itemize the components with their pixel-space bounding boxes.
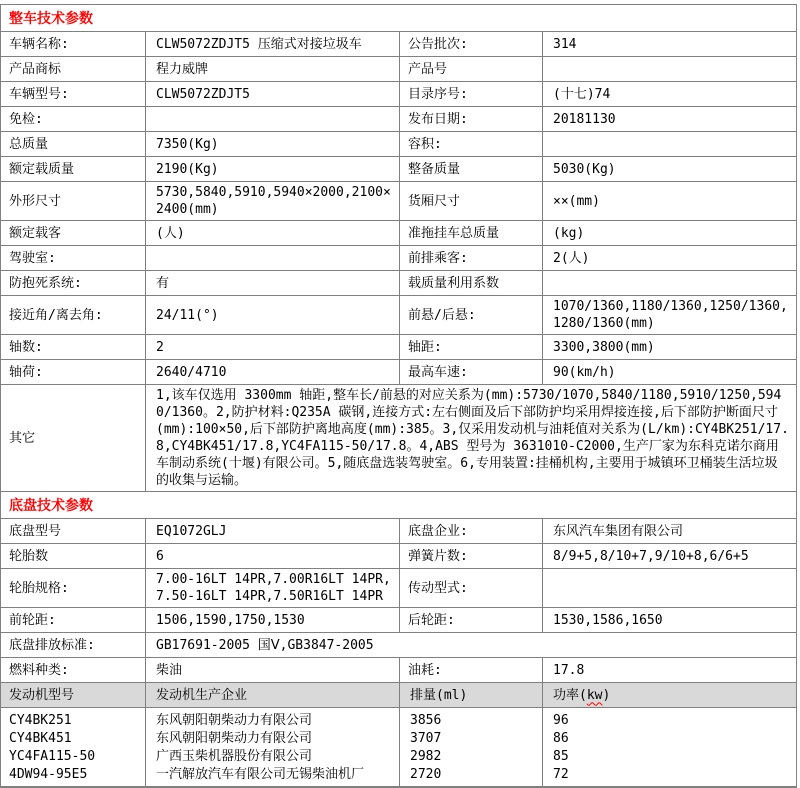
spec-value: 90(km/h) — [543, 360, 796, 385]
spec-value: 6 — [146, 544, 400, 569]
spec-label: 后轮距: — [400, 608, 543, 633]
spec-value: CLW5072ZDJT5 — [146, 82, 400, 107]
engine-column-header: 排量(ml) — [400, 683, 543, 708]
spec-label: 免检: — [1, 107, 146, 132]
engine-value: 东风朝阳朝柴动力有限公司 — [156, 713, 313, 728]
spec-label: 整备质量 — [400, 157, 543, 182]
table-row — [1, 82, 796, 107]
spec-value: 有 — [146, 271, 400, 296]
spec-value: 5730,5840,5910,5940×2000,2100×2400(mm) — [146, 182, 400, 221]
spec-value — [543, 132, 796, 157]
spec-label: 前轮距: — [1, 608, 146, 633]
spec-value — [543, 57, 796, 82]
spec-value: 东风汽车集团有限公司 — [543, 519, 796, 544]
spec-label: 底盘排放标准: — [1, 633, 146, 658]
spec-label: 弹簧片数: — [400, 544, 543, 569]
spec-label: 燃料种类: — [1, 658, 146, 683]
spec-value: (十七)74 — [543, 82, 796, 107]
engine-value: 一汽解放汽车有限公司无锡柴油机厂 — [156, 767, 365, 782]
spec-label: 轮胎规格: — [1, 569, 146, 608]
spec-label: 轴荷: — [1, 360, 146, 385]
spec-value: (人) — [146, 221, 400, 246]
chassis-spec-rows — [1, 519, 796, 683]
table-row — [1, 157, 796, 182]
spec-value: 1070/1360,1180/1360,1250/1360,1280/1360(mm) — [543, 296, 796, 335]
table-row — [1, 107, 796, 132]
spec-value: 17.8 — [543, 658, 796, 683]
engine-value: 2720 — [410, 767, 442, 782]
table-row — [1, 519, 796, 544]
engine-value: 96 — [553, 713, 569, 728]
engine-column-header: 功率( kw ) — [543, 683, 796, 708]
spec-label: 准拖挂车总质量 — [400, 221, 543, 246]
spec-value: (kg) — [543, 221, 796, 246]
table-row — [1, 221, 796, 246]
table-row — [1, 57, 796, 82]
engine-column-values — [1, 708, 146, 787]
table-row — [1, 633, 796, 658]
spec-label: 轴数: — [1, 335, 146, 360]
engine-value: 86 — [553, 731, 569, 746]
spec-label: 传动型式: — [400, 569, 543, 608]
spec-label: 目录序号: — [400, 82, 543, 107]
spec-label: 车辆名称: — [1, 32, 146, 57]
spec-label: 额定载客 — [1, 221, 146, 246]
spec-value: 8/9+5,8/10+7,9/10+8,6/6+5 — [543, 544, 796, 569]
spec-value: 7.00-16LT 14PR,7.00R16LT 14PR,7.50-16LT 14PR,7.50R16LT 14PR — [146, 569, 400, 608]
spec-label: 最高车速: — [400, 360, 543, 385]
spec-value: ××(mm) — [543, 182, 796, 221]
table-row — [1, 182, 796, 221]
spec-label: 接近角/离去角: — [1, 296, 146, 335]
spec-value: 1530,1586,1650 — [543, 608, 796, 633]
section-header-vehicle — [1, 5, 796, 32]
engine-column-values — [146, 708, 400, 787]
engine-value: 3707 — [410, 731, 442, 746]
engine-value: 2982 — [410, 749, 442, 764]
spec-label: 产品号 — [400, 57, 543, 82]
engine-value: CY4BK251 — [9, 713, 72, 728]
table-row — [1, 544, 796, 569]
table-row — [1, 296, 796, 335]
spec-label: 前排乘客: — [400, 246, 543, 271]
table-row — [1, 246, 796, 271]
spec-label: 额定载质量 — [1, 157, 146, 182]
table-row — [1, 271, 796, 296]
spec-value: 程力威牌 — [146, 57, 400, 82]
spec-value: CLW5072ZDJT5 压缩式对接垃圾车 — [146, 32, 400, 57]
spec-label: 发布日期: — [400, 107, 543, 132]
spec-value — [543, 271, 796, 296]
engine-column-values — [400, 708, 543, 787]
spec-label: 轴距: — [400, 335, 543, 360]
engine-column-header: 发动机型号 — [1, 683, 146, 708]
table-row — [1, 608, 796, 633]
spec-value: 1,该车仅选用 3300mm 轴距,整车长/前悬的对应关系为(mm):5730/1070,5840/1180,5910/1250,5940/1360。2,防护材料:Q235A 碳钢,连接方式:左右侧面及后下部防护均采用焊接连接,后下部防护断面尺寸(mm):100×50,后下部防护离地高度(mm):385。3,仅采用发动机与油耗值对关系为(L/km):CY4BK251/17.8,CY4BK451/17.8,YC4FA115-50/17.8。4,ABS 型号为 3631010-C2000,生产厂家为东科克诺尔商用车制动系统(十堰)有限公司。5,随底盘选装驾驶室。6,专用装置:挂桶机构,主要用于城镇环卫桶装生活垃圾的收集与运输。 — [146, 385, 796, 492]
spec-value: 5030(Kg) — [543, 157, 796, 182]
spec-label: 轮胎数 — [1, 544, 146, 569]
spec-label: 载质量利用系数 — [400, 271, 543, 296]
engine-value: CY4BK451 — [9, 731, 72, 746]
table-row — [1, 360, 796, 385]
spec-label: 底盘型号 — [1, 519, 146, 544]
engine-value: 85 — [553, 749, 569, 764]
spec-label: 其它 — [1, 385, 146, 492]
table-row — [1, 132, 796, 157]
engine-value: YC4FA115-50 — [9, 749, 96, 764]
spec-value: GB17691-2005 国Ⅴ,GB3847-2005 — [146, 633, 796, 658]
spec-label: 驾驶室: — [1, 246, 146, 271]
spec-label: 车辆型号: — [1, 82, 146, 107]
table-row — [1, 32, 796, 57]
engine-value: 72 — [553, 767, 569, 782]
spec-label: 总质量 — [1, 132, 146, 157]
spec-value: 24/11(°) — [146, 296, 400, 335]
spec-label: 货厢尺寸 — [400, 182, 543, 221]
engine-column-values — [543, 708, 796, 787]
table-row — [1, 335, 796, 360]
table-row — [1, 569, 796, 608]
section-title: 底盘技术参数 — [9, 498, 93, 514]
engine-value: 3856 — [410, 713, 442, 728]
spec-value — [543, 569, 796, 608]
spec-label: 产品商标 — [1, 57, 146, 82]
spec-value: 3300,3800(mm) — [543, 335, 796, 360]
table-row — [1, 658, 796, 683]
spec-value: 2640/4710 — [146, 360, 400, 385]
spec-value — [146, 246, 400, 271]
engine-table-header — [1, 683, 796, 708]
engine-table-body — [1, 708, 796, 787]
spec-value: 7350(Kg) — [146, 132, 400, 157]
spellcheck-underline: kw — [586, 687, 603, 703]
spec-value: 2 — [146, 335, 400, 360]
spec-value: 1506,1590,1750,1530 — [146, 608, 400, 633]
spec-value: 20181130 — [543, 107, 796, 132]
table-row — [1, 385, 796, 492]
engine-column-header: 发动机生产企业 — [146, 683, 400, 708]
spec-label: 油耗: — [400, 658, 543, 683]
spec-label: 容积: — [400, 132, 543, 157]
spec-value: 2(人) — [543, 246, 796, 271]
vehicle-spec-rows — [1, 32, 796, 492]
spec-value: 2190(Kg) — [146, 157, 400, 182]
spec-label: 前悬/后悬: — [400, 296, 543, 335]
spec-label: 外形尺寸 — [1, 182, 146, 221]
engine-value: 4DW94-95E5 — [9, 767, 88, 782]
vehicle-spec-table — [0, 4, 797, 788]
engine-value: 广西玉柴机器股份有限公司 — [156, 749, 313, 764]
spec-label: 公告批次: — [400, 32, 543, 57]
spec-value — [146, 107, 400, 132]
spec-label: 底盘企业: — [400, 519, 543, 544]
spec-value: EQ1072GLJ — [146, 519, 400, 544]
spec-label: 防抱死系统: — [1, 271, 146, 296]
spec-value: 柴油 — [146, 658, 400, 683]
section-title: 整车技术参数 — [9, 11, 93, 27]
spec-value: 314 — [543, 32, 796, 57]
section-header-chassis — [1, 492, 796, 519]
engine-value: 东风朝阳朝柴动力有限公司 — [156, 731, 313, 746]
